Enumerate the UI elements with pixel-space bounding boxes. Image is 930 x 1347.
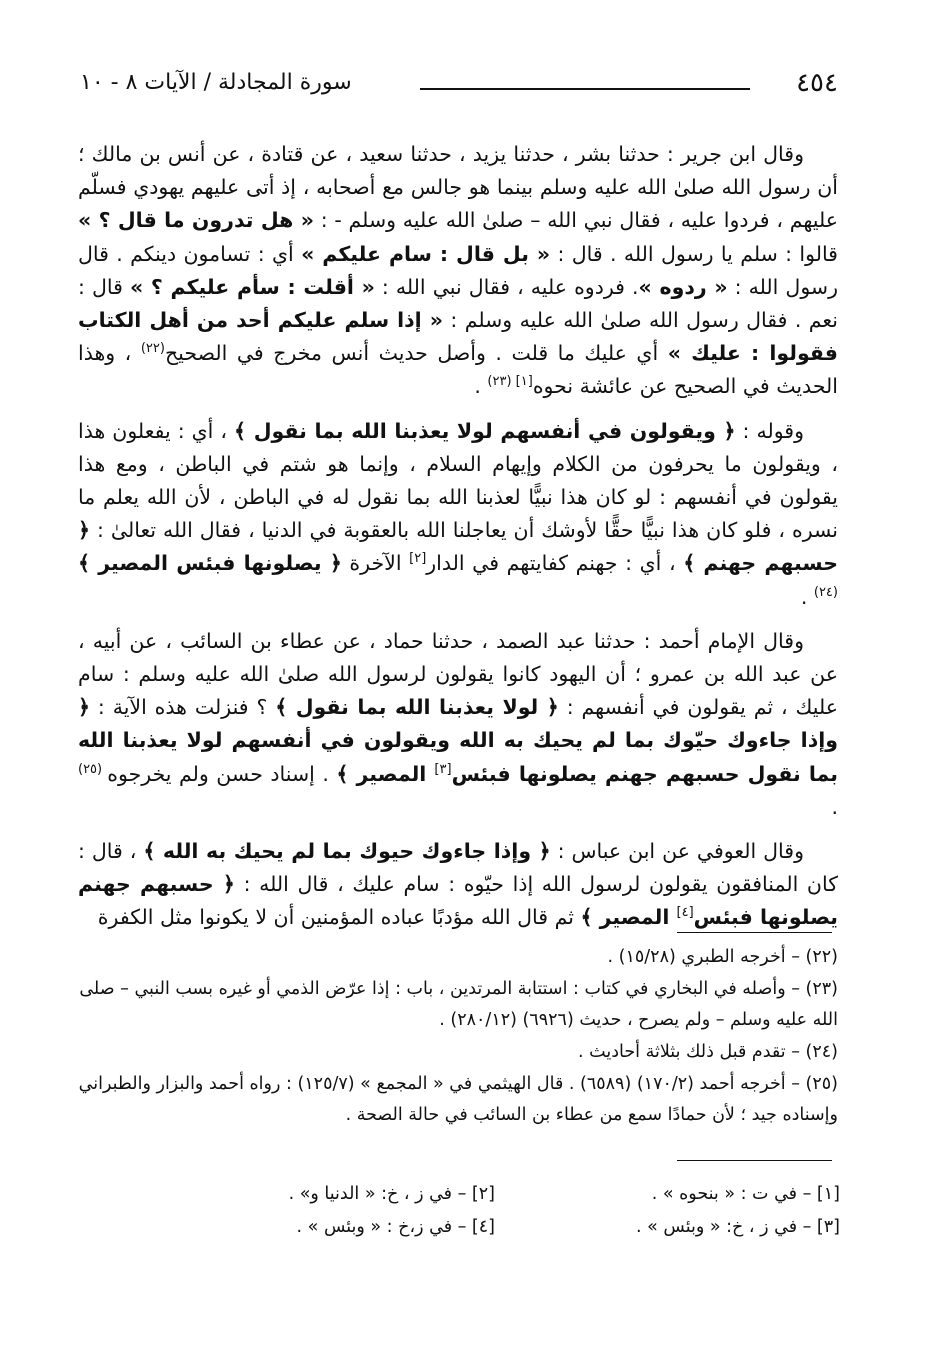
text-span: قالوا : سلم يا رسول الله . قال : bbox=[550, 241, 838, 266]
quran-quote: ﴿ يصلونها فبئس المصير ﴾ bbox=[78, 551, 342, 576]
variant-3: [٣] – في ز ، خ: « وبئس » . bbox=[635, 1217, 840, 1237]
variant-ref: [٢] bbox=[409, 551, 427, 567]
text-span: . فردوه عليه ، فقال نبي الله : bbox=[374, 274, 639, 299]
quran-quote: المصير ﴾ bbox=[336, 761, 435, 786]
quran-quote: المصير ﴾ bbox=[580, 905, 677, 930]
variant-4: [٤] – في ز،خ : « وبئس » . bbox=[296, 1217, 495, 1237]
text-span: . إسناد حسن ولم يخرجوه bbox=[107, 761, 337, 786]
footnote-23: (٢٣) – وأصله في البخاري في كتاب : استتابة المرتدين ، باب : إذا عرّض الذمي أو غيره بسب النبي – صلى الله عليه وسلم – ولم يصرح ، حديث (٦٩٢٦) (٢٨٠/١٢) . bbox=[79, 979, 838, 1030]
text-span: ، وهذا الحديث في الصحيح عن عائشة نحوه bbox=[78, 341, 838, 399]
text-span: وقال ابن جرير : حدثنا بشر ، حدثنا يزيد ، حدثنا سعيد ، عن قتادة ، عن أنس بن مالك ؛ أن رسول الله صلىٰ الله عليه وسلم بينما هو جالس مع أصحابه ، إذ أتى عليهم يهودي فسلّم عليهم ، فردوا عليه ، فقال نبي الله – صلىٰ الله عليه وسلم - : bbox=[78, 142, 838, 233]
variant-ref: [١] bbox=[515, 374, 533, 390]
page-header bbox=[80, 66, 850, 106]
paragraph-4 bbox=[78, 835, 838, 935]
quran-quote: ﴿ حسبهم جهنم يصلونها فبئس bbox=[78, 872, 838, 930]
quran-quote: ﴿ وإذا جاءوك حيوك بما لم يحيك به الله ﴾ bbox=[143, 839, 551, 864]
variants-row bbox=[150, 1178, 840, 1211]
text-span: وقال العوفي عن ابن عباس : bbox=[550, 839, 804, 864]
text-span: . bbox=[831, 794, 838, 819]
quran-quote: ﴿ حسبهم جهنم ﴾ bbox=[78, 518, 838, 576]
quote-span: « إذا سلم عليكم أحد من أهل الكتاب فقولوا : عليك » bbox=[78, 308, 838, 366]
paragraph-3 bbox=[78, 625, 838, 824]
footnote-ref: (٢٥) bbox=[78, 761, 108, 777]
page-number: ٤٥٤ bbox=[796, 68, 838, 98]
footnote-25: (٢٥) – أخرجه أحمد (١٧٠/٢) (٦٥٨٩) . قال الهيثمي في « المجمع » (١٢٥/٧) : رواه أحمد والبزار والطبراني وإسناده جيد ؛ لأن حمادًا سمع من عطاء بن السائب في حالة الصحة . bbox=[78, 1074, 838, 1125]
text-span: ، قال : كان المنافقون يقولون لرسول الله إذا حيّوه : سام عليك ، قال الله : bbox=[78, 839, 838, 897]
variant-1: [١] – في ت : « بنحوه » . bbox=[651, 1184, 840, 1204]
footnote-rule bbox=[677, 932, 832, 933]
footnote-ref: (٢٢) bbox=[140, 341, 165, 357]
quran-quote: ﴿ وإذا جاءوك حيّوك بما لم يحيك به الله ويقولون في أنفسهم لولا يعذبنا الله بما نقول حسبهم جهنم يصلونها فبئس bbox=[78, 695, 838, 786]
quote-span: « أقلت : سأم عليكم ؟ » bbox=[130, 274, 375, 299]
running-title: سورة المجادلة / الآيات ٨ - ١٠ bbox=[80, 70, 352, 95]
quote-span: « بل قال : سام عليكم » bbox=[301, 241, 551, 266]
paragraph-2 bbox=[78, 415, 838, 614]
quote-span: « ردوه » bbox=[638, 274, 728, 299]
variants-rule bbox=[677, 1160, 832, 1161]
footnote-ref: (٢٤) bbox=[813, 584, 838, 600]
quran-quote: ﴿ ويقولون في أنفسهم لولا يعذبنا الله بما نقول ﴾ bbox=[234, 418, 736, 443]
footnote-22: (٢٢) – أخرجه الطبري (١٥/٢٨) . bbox=[607, 947, 838, 967]
text-span: وقال الإمام أحمد : حدثنا عبد الصمد ، حدثنا حماد ، عن عطاء بن السائب ، عن أبيه ، عن عبد الله بن عمرو ؛ أن اليهود كانوا يقولون لرسول الله صلىٰ الله عليه وسلم : سام عليك ، ثم يقولون في أنفسهم : bbox=[78, 628, 838, 720]
variant-ref: [٤] bbox=[676, 905, 694, 921]
text-span: قال : نعم . فقال رسول الله صلىٰ الله عليه وسلم : bbox=[78, 274, 838, 333]
text-span: . bbox=[474, 374, 488, 399]
textual-variants bbox=[150, 1178, 840, 1244]
text-span: ؟ فنزلت هذه الآية : bbox=[90, 695, 276, 720]
quran-quote: ﴿ لولا يعذبنا الله بما نقول ﴾ bbox=[275, 695, 559, 720]
main-text bbox=[78, 138, 838, 946]
text-span: وقوله : bbox=[735, 418, 804, 443]
variants-row bbox=[150, 1211, 840, 1244]
quote-span: « هل تدرون ما قال ؟ » bbox=[78, 208, 314, 233]
text-span: الآخرة bbox=[341, 551, 410, 576]
text-span: أي عليك ما قلت . وأصل حديث أنس مخرج في الصحيح bbox=[164, 341, 668, 366]
text-span: . bbox=[800, 584, 814, 609]
footnote-ref: (٢٣) bbox=[487, 374, 516, 390]
variant-ref: [٣] bbox=[434, 761, 452, 777]
footnotes bbox=[78, 942, 838, 1132]
header-rule bbox=[420, 88, 750, 90]
variant-2: [٢] – في ز ، خ: « الدنيا و» . bbox=[288, 1184, 495, 1204]
text-span: ثم قال الله مؤدبًا عباده المؤمنين أن لا يكونوا مثل الكفرة bbox=[97, 905, 581, 930]
paragraph-1 bbox=[78, 138, 838, 404]
footnote-24: (٢٤) – تقدم قبل ذلك بثلاثة أحاديث . bbox=[578, 1042, 838, 1062]
text-span: أي : تسامون دينكم . قال رسول الله : bbox=[78, 241, 838, 299]
text-span: ، أي : يفعلون هذا ، ويقولون ما يحرفون من الكلام وإيهام السلام ، وإنما هو شتم في الباطن ، ومع هذا يقولون في أنفسهم : لو كان هذا نبيًّا لعذبنا الله بما نقول له في الباطن ، لأن الله يعلم ما نسره ، فلو كان هذا نبيًّا حقًّا لأوشك أن يعاجلنا الله بالعقوبة في الدنيا ، فقال الله تعالىٰ : bbox=[78, 418, 838, 543]
text-span: ، أي : جهنم كفايتهم في الدار bbox=[426, 551, 684, 576]
